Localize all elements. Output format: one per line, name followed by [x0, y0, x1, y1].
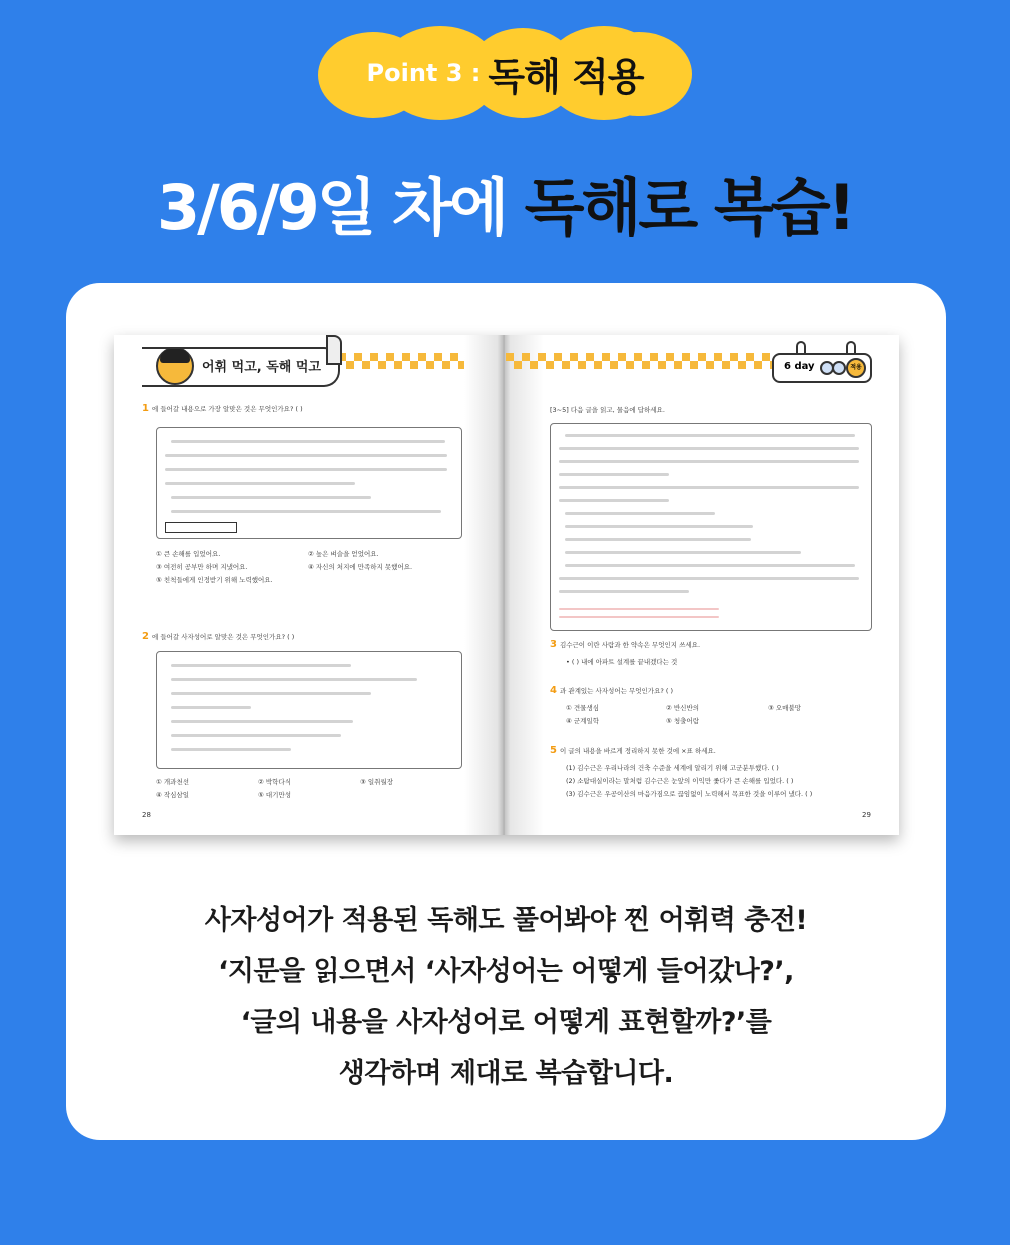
page-tab — [142, 347, 340, 387]
question-2: 2 에 들어갈 사자성어로 알맞은 것은 무엇인가요? ( ) — [142, 631, 295, 642]
passage-box-1 — [156, 427, 462, 539]
page-number-right: 29 — [862, 811, 871, 819]
point-label: Point 3 : — [366, 59, 481, 87]
question-1: 1 에 들어갈 내용으로 가장 알맞은 것은 무엇인가요? ( ) — [142, 403, 303, 414]
day-tab-label: 적용 — [846, 358, 866, 378]
description-line-2: ‘지문을 읽으면서 ‘사자성어는 어떻게 들어갔나?’, — [218, 956, 794, 987]
description — [66, 895, 946, 1099]
question-3: 3 김수근이 이란 사람과 한 약속은 무엇인지 쓰세요. — [550, 639, 701, 650]
passage-box-3 — [550, 423, 872, 631]
description-line-3: ‘글의 내용을 사자성어로 어떻게 표현할까?’를 — [240, 1007, 772, 1038]
headline — [0, 158, 1010, 247]
checker-border-left — [338, 353, 464, 369]
description-line-4: 생각하며 제대로 복습합니다. — [338, 1058, 674, 1089]
day-tab: 6 day 적용 — [772, 353, 872, 383]
point-badge — [318, 26, 692, 120]
passage-intro: [3~5] 다음 글을 읽고, 물음에 답하세요. — [550, 406, 665, 414]
checker-border-right — [506, 353, 772, 369]
book-spread-image: 어휘 먹고, 독해 먹고 1 에 들어갈 내용으로 가장 알맞은 것은 무엇인가요? ( ) ① 큰 손해를 입었어요. ② 높은 벼슬을 얻었어요. ③ 여전히 공부만 하며 지냈어요. ④ 자신의 처지에 만족하지 못했어요. ⑤ 친척들에게 인정받기 위해 노력했어요. 2 에 들어갈 사자성어로 알맞은 것은 무엇인가요? ( ) ① 개과천선 ② 박학다식 ③ 일취월장 ④ 작심삼일 ⑤ 대기만성 28 6 day 적용 [3~5] 다음 글을 읽고, 물음에 답하세요. 3 김수근이 이란 사람과 한 약속은 무엇인지 쓰세요. • ( ) 내에 아파트 설계를 끝내겠다는 것 4 과 관계있는 사자성어는 무엇인가요? ( ) ① 견물생심 ② 반신반의 ③ 오매불망 ④ 군계일학 ⑤ 청출어람 5 이 글의 내용을 바르게 정리하지 못한 것에 ×표 하세요. (1) 김수근은 우리나라의 건축 수준을 세계에 알리기 위해 고군분투했다. ( ) (2) 소탐대실이라는 말처럼 김수근은 눈앞의 이익만 좇다가 큰 손해를 입었다. ( ) (3) 김수근은 우공이산의 마음가짐으로 끊임없이 노력해서 목표한 것을 이루어 냈다. ( ) 29 — [114, 335, 899, 835]
page-number-left: 28 — [142, 811, 151, 819]
tab-fold — [326, 335, 342, 365]
question-4: 4 과 관계있는 사자성어는 무엇인가요? ( ) — [550, 685, 674, 696]
content-card — [66, 283, 946, 1140]
book-spine — [464, 335, 544, 835]
page-tab-title: 어휘 먹고, 독해 먹고 — [202, 360, 321, 375]
headline-part2: 독해로 복습! — [524, 171, 853, 244]
headline-part1: 3/6/9일 차에 — [157, 171, 525, 244]
passage-box-2 — [156, 651, 462, 769]
point-title: 독해 적용 — [488, 54, 644, 99]
description-line-1: 사자성어가 적용된 독해도 풀어봐야 찐 어휘력 충전! — [204, 905, 808, 936]
question-5: 5 이 글의 내용을 바르게 정리하지 못한 것에 ×표 하세요. — [550, 745, 716, 756]
